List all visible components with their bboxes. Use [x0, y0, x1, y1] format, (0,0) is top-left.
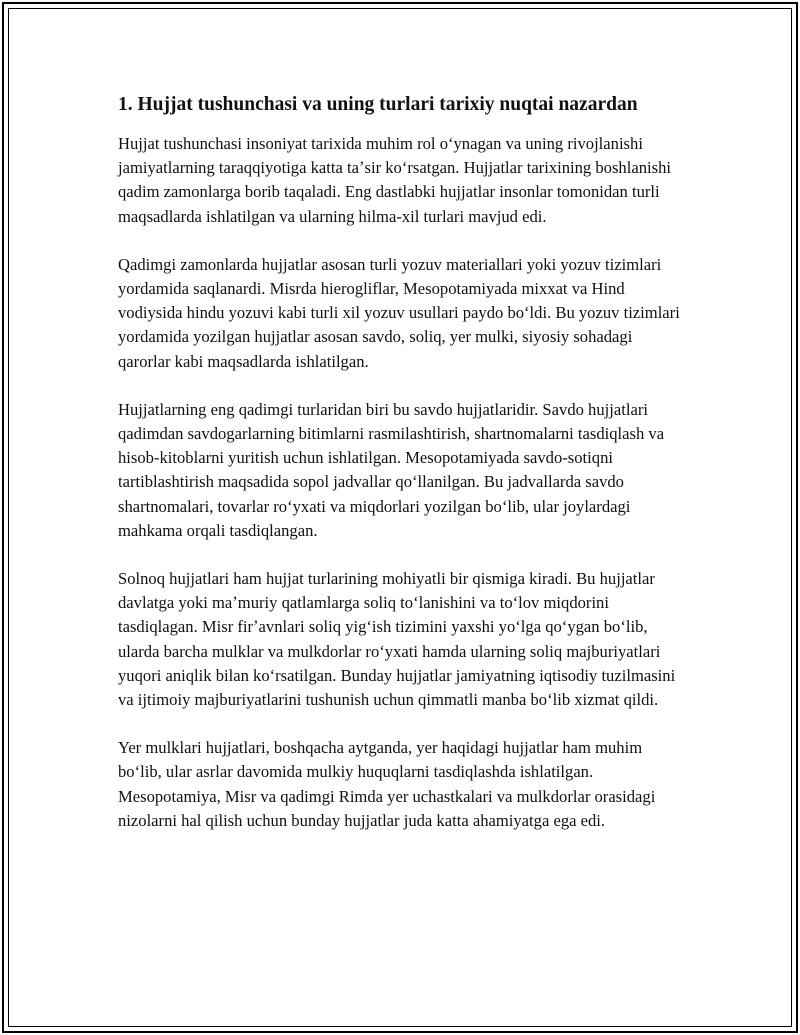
paragraph-2: Qadimgi zamonlarda hujjatlar asosan turli yozuv materiallari yoki yozuv tizimlari yordamida saqlanardi. Misrda hierogliflar, Mesopotamiyada mixxat va Hind vodiysida hindu yozuvi kabi turli xil yozuv usullari paydo boʻldi. Bu yozuv tizimlari yordamida yozilgan hujjatlar asosan savdo, soliq, yer mulki, siyosiy sohadagi qarorlar kabi maqsadlarda ishlatilgan.	[118, 254, 680, 371]
paragraph-4: Solnoq hujjatlari ham hujjat turlarining mohiyatli bir qismiga kiradi. Bu hujjatlar davlatga yoki maʼmuriy qatlamlarga soliq toʻlanishini va toʻlov miqdorini tasdiqlagan. Misr firʼavnlari soliq yigʻish tizimini yaxshi yoʻlga qoʻygan boʻlib, ularda barcha mulklar va mulkdorlar roʻyxati hamda ularning soliq majburiyatlari yuqori aniqlik bilan koʻrsatilgan. Bunday hujjatlar jamiyatning iqtisodiy tuzilmasini va ijtimoiy majburiyatlarini tushunish uchun qimmatli manba boʻlib xizmat qildi.	[118, 569, 676, 710]
paragraph-1: Hujjat tushunchasi insoniyat tarixida muhim rol oʻynagan va uning rivojlanishi jamiyatlarning taraqqiyotiga katta taʼsir koʻrsatgan. Hujjatlar tarixining boshlanishi qadim zamonlarga borib taqaladi. Eng dastlabki hujjatlar insonlar tomonidan turli maqsadlarda ishlatilgan va ularning hilma-xil turlari mavjud edi.	[118, 134, 671, 226]
document-body	[118, 92, 686, 857]
section-heading: 1. Hujjat tushunchasi va uning turlari tarixiy nuqtai nazardan	[118, 94, 638, 115]
paragraph-3: Hujjatlarning eng qadimgi turlaridan biri bu savdo hujjatlaridir. Savdo hujjatlari qadimdan savdogarlarning bitimlarni rasmilashtirish, shartnomalarni tasdiqlash va hisob-kitoblarni yuritish uchun ishlatilgan. Mesopotamiyada savdo-sotiqni tartiblashtirish maqsadida sopol jadvallar qoʻllanilgan. Bu jadvallarda savdo shartnomalari, tovarlar roʻyxati va miqdorlari yozilgan boʻlib, ular joylardagi mahkama orqali tasdiqlangan.	[118, 399, 665, 540]
paragraph-5: Yer mulklari hujjatlari, boshqacha aytganda, yer haqidagi hujjatlar ham muhim boʻlib, ular asrlar davomida mulkiy huquqlarni tasdiqlashda ishlatilgan. Mesopotamiya, Misr va qadimgi Rimda yer uchastkalari va mulkdorlar orasidagi nizolarni hal qilish uchun bunday hujjatlar juda katta ahamiyatga ega edi.	[118, 738, 656, 830]
